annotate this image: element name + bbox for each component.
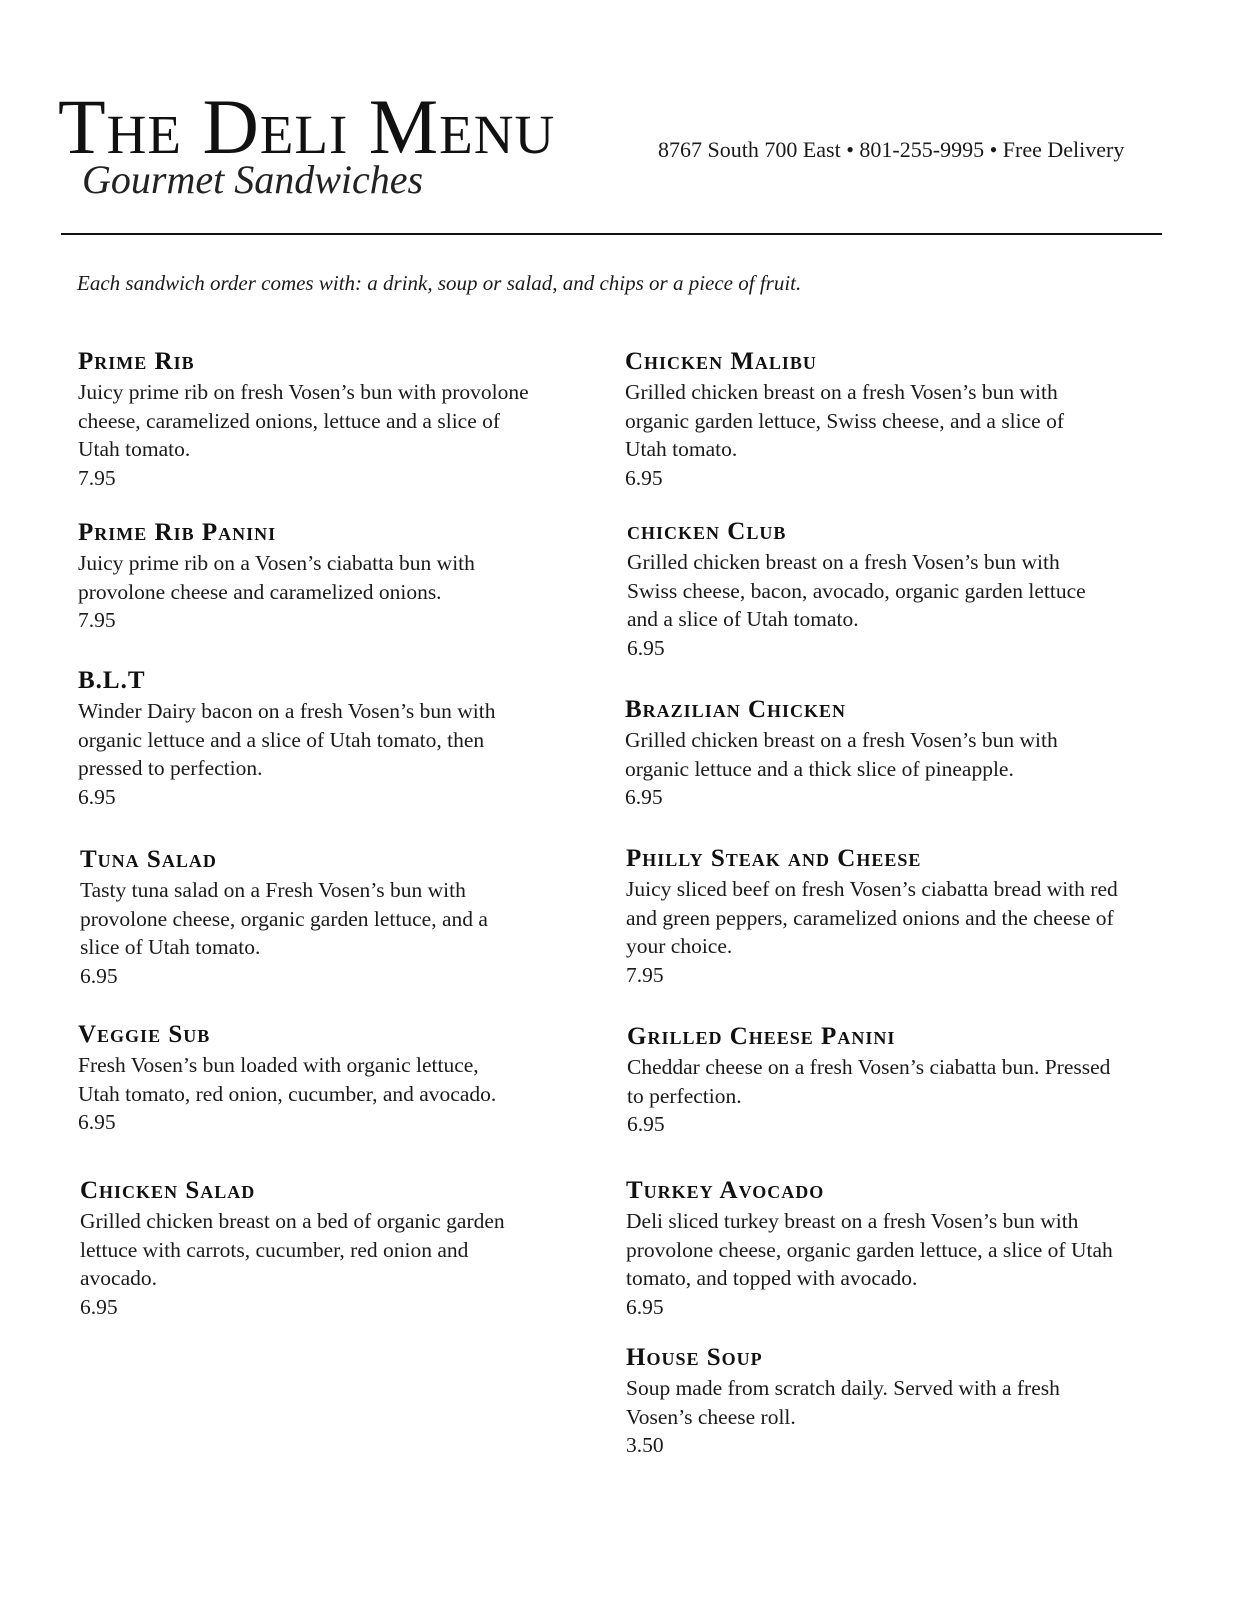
item-description-line: Vosen’s cheese roll. <box>626 1404 796 1429</box>
item-price: 7.95 <box>78 465 116 490</box>
item-description-line: organic lettuce and a thick slice of pineapple. <box>625 756 1014 781</box>
menu-item <box>626 1342 1186 1460</box>
item-name: chicken Club <box>627 518 787 545</box>
item-description-line: Soup made from scratch daily. Served with a fresh <box>626 1376 1060 1400</box>
item-description-line: Juicy prime rib on fresh Vosen’s bun with provolone <box>78 380 529 404</box>
item-price: 3.50 <box>626 1433 664 1458</box>
item-description-line: slice of Utah tomato. <box>80 935 261 960</box>
item-price: 6.95 <box>627 1112 665 1137</box>
item-description-line: Grilled chicken breast on a fresh Vosen’s bun with <box>625 728 1058 752</box>
item-price: 7.95 <box>78 608 116 633</box>
menu-item <box>78 346 638 492</box>
item-name: Turkey Avocado <box>626 1177 825 1204</box>
menu-item <box>625 694 1185 812</box>
item-price: 6.95 <box>80 1294 118 1319</box>
item-price: 6.95 <box>78 784 116 809</box>
menu-item <box>78 1019 638 1137</box>
item-description-line: Swiss cheese, bacon, avocado, organic garden lettuce <box>627 578 1086 603</box>
item-name: Grilled Cheese Panini <box>627 1023 896 1050</box>
item-name: Prime Rib <box>78 348 195 375</box>
item-description-line: tomato, and topped with avocado. <box>626 1266 918 1291</box>
menu-subtitle: Gourmet Sandwiches <box>82 157 424 202</box>
item-name: B.L.T <box>78 667 146 694</box>
menu-title: The Deli Menu <box>58 83 556 170</box>
item-description-line: organic lettuce and a slice of Utah tomato, then <box>78 727 485 752</box>
item-description-line: organic garden lettuce, Swiss cheese, and a slice of <box>625 408 1064 433</box>
item-description-line: Juicy prime rib on a Vosen’s ciabatta bun with <box>78 551 475 575</box>
menu-item <box>78 665 638 811</box>
item-description-line: Utah tomato. <box>625 437 738 462</box>
menu-item <box>626 843 1186 989</box>
item-name: Prime Rib Panini <box>78 519 277 546</box>
item-description-line: Winder Dairy bacon on a fresh Vosen’s bun with <box>78 699 496 723</box>
item-name: Chicken Salad <box>80 1177 256 1204</box>
item-description-line: Fresh Vosen’s bun loaded with organic lettuce, <box>78 1053 479 1077</box>
item-description-line: provolone cheese, organic garden lettuce, and a <box>80 906 488 931</box>
item-description-line: Utah tomato, red onion, cucumber, and avocado. <box>78 1081 497 1106</box>
header-divider <box>61 233 1162 235</box>
menu-item <box>78 517 638 635</box>
item-description-line: Grilled chicken breast on a fresh Vosen’s bun with <box>625 380 1058 404</box>
item-name: House Soup <box>626 1344 763 1371</box>
item-description-line: provolone cheese, organic garden lettuce, a slice of Utah <box>626 1237 1113 1262</box>
item-description-line: and a slice of Utah tomato. <box>627 607 859 632</box>
item-name: Brazilian Chicken <box>625 696 847 723</box>
item-price: 6.95 <box>625 465 663 490</box>
item-description-line: to perfection. <box>627 1083 742 1108</box>
item-price: 7.95 <box>626 962 664 987</box>
item-description-line: avocado. <box>80 1266 158 1291</box>
item-description-line: cheese, caramelized onions, lettuce and a slice of <box>78 408 501 433</box>
menu-item <box>80 844 640 990</box>
item-description-line: Grilled chicken breast on a fresh Vosen’s bun with <box>627 550 1060 574</box>
item-description-line: Tasty tuna salad on a Fresh Vosen’s bun with <box>80 878 466 902</box>
item-price: 6.95 <box>626 1294 664 1319</box>
item-price: 6.95 <box>625 785 663 810</box>
item-name: Veggie Sub <box>78 1021 211 1048</box>
item-price: 6.95 <box>78 1110 116 1135</box>
menu-item <box>626 1175 1186 1321</box>
item-description-line: your choice. <box>626 934 733 959</box>
item-description-line: Cheddar cheese on a fresh Vosen’s ciabatta bun. Pressed <box>627 1055 1111 1079</box>
item-description-line: lettuce with carrots, cucumber, red onion and <box>80 1237 469 1262</box>
menu-item <box>80 1175 640 1321</box>
item-description-line: and green peppers, caramelized onions and the cheese of <box>626 905 1114 930</box>
order-note: Each sandwich order comes with: a drink, soup or salad, and chips or a piece of fruit. <box>77 271 802 295</box>
item-price: 6.95 <box>80 963 118 988</box>
item-description-line: provolone cheese and caramelized onions. <box>78 579 442 604</box>
item-description-line: pressed to perfection. <box>78 756 263 781</box>
item-name: Chicken Malibu <box>625 348 817 375</box>
menu-item <box>625 346 1185 492</box>
contact-info: 8767 South 700 East • 801-255-9995 • Free Delivery <box>658 137 1125 162</box>
item-description-line: Juicy sliced beef on fresh Vosen’s ciabatta bread with red <box>626 877 1118 901</box>
item-description-line: Utah tomato. <box>78 437 191 462</box>
item-price: 6.95 <box>627 635 665 660</box>
item-name: Tuna Salad <box>80 846 217 873</box>
item-description-line: Deli sliced turkey breast on a fresh Vosen’s bun with <box>626 1209 1079 1233</box>
item-name: Philly Steak and Cheese <box>626 845 922 872</box>
menu-item <box>627 516 1187 662</box>
item-description-line: Grilled chicken breast on a bed of organic garden <box>80 1209 505 1233</box>
menu-item <box>627 1021 1187 1139</box>
